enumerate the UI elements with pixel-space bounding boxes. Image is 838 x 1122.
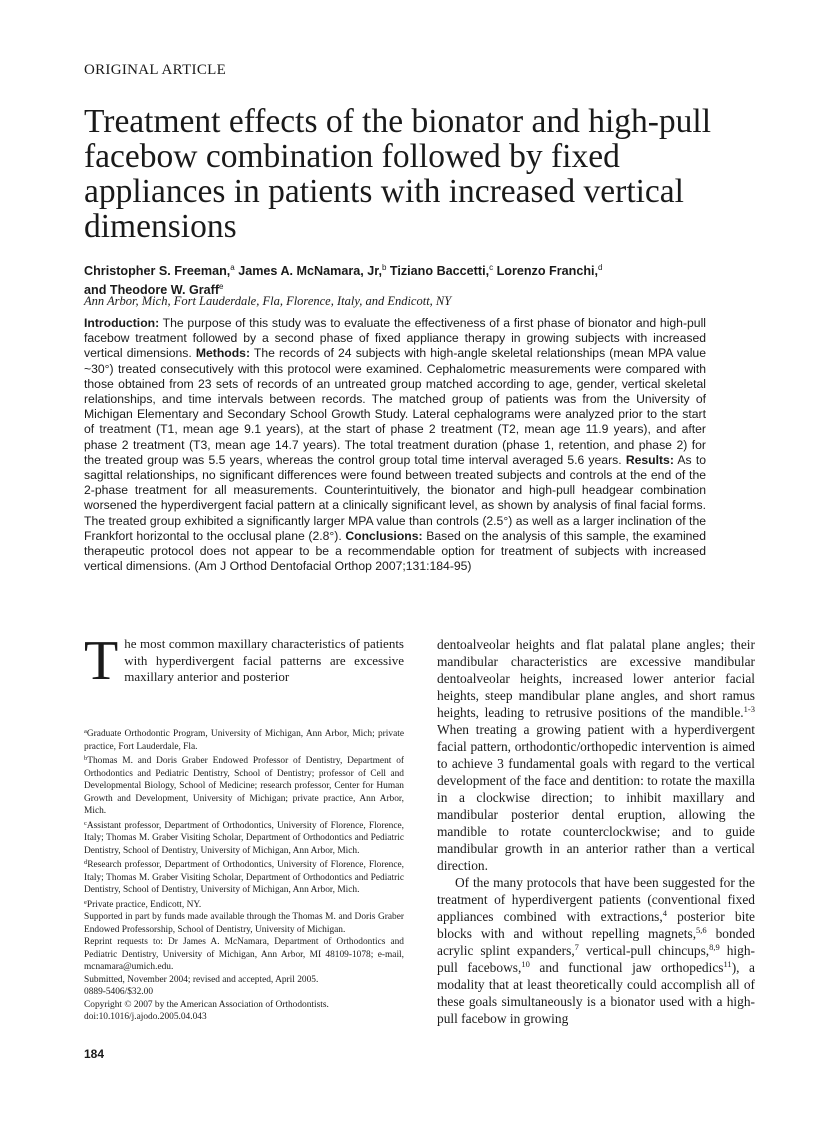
citation: 10	[521, 959, 530, 969]
abstract-intro-text: The purpose of this study was to evaluate the effectiveness of a first phase of bionator and high-pull facebow treatment followed by a second phase of fixed appliance therapy in growing subjects with increased vertical dimensions.	[84, 316, 706, 361]
dropcap: T	[84, 630, 119, 692]
citation: 8,9	[709, 942, 720, 952]
affiliation-marker: e	[219, 282, 224, 291]
body-paragraph	[437, 874, 755, 1027]
abstract-results-label: Results:	[625, 452, 674, 467]
footnote-marker: e	[84, 898, 87, 906]
citation: 11	[723, 959, 732, 969]
footnote-text: Research professor, Department of Orthodontics, University of Florence, Florence, Italy; Thomas M. Graber Visiting Scholar, Department of Orthodontics and Pediatric Dentistry, School of Dentistry, University of Michigan, Ann Arbor, Mich.	[84, 860, 404, 895]
abstract	[84, 316, 706, 574]
footnote-text: Private practice, Endicott, NY.	[86, 899, 202, 910]
affiliation-marker: d	[598, 263, 603, 272]
issn: 0889-5406/$32.00	[84, 987, 154, 997]
footnote-text: Graduate Orthodontic Program, University of Michigan, Ann Arbor, Mich; private practice, Fort Lauderdale, Fla.	[84, 729, 404, 752]
citation: 1-3	[743, 704, 755, 714]
body-paragraph	[437, 636, 755, 874]
abstract-intro-label: Introduction:	[84, 316, 160, 330]
doi: doi:10.1016/j.ajodo.2005.04.043	[84, 1012, 207, 1022]
author-name: James A. McNamara, Jr,	[238, 264, 382, 278]
body-text: dentoalveolar heights and flat palatal plane angles; their mandibular characteristics are excessive mandibular dentoalveolar heights, increased lower anterior facial heights, steep mandibular plane angles, and short ramus heights, leading to retrusive positions of the mandible.	[437, 637, 755, 720]
body-text: and functional jaw orthopedics	[529, 960, 724, 975]
funding-note: Supported in part by funds made available through the Thomas M. and Doris Graber Endowed Professorship, School of Dentistry, University of Michigan.	[84, 912, 404, 935]
abstract-methods-text: The records of 24 subjects with high-angle skeletal relationships (mean MPA value ~30°) treated consecutively with this protocol were examined. Cephalometric measurements were compared with those obtained from 23 sets of records of an untreated group matched according to age, gender, vertical skeletal relationships, and time intervals between records. The matched group of patients was from the University of Michigan Elementary and Secondary School Growth Study. Lateral cephalograms were analyzed prior to the start of treatment (T1, mean age 9.1 years), at the start of phase 2 treatment (T2, mean age 11.9 years), and after phase 2 treatment (T3, mean age 14.7 years). The total treatment duration (phase 1, retention, and phase 2) for the treated group was 5.5 years, whereas the control group total time interval averaged 5.6 years.	[84, 346, 706, 467]
citation: 5,6	[696, 925, 707, 935]
body-text: When treating a growing patient with a hyperdivergent facial pattern, orthodontic/orthopedic intervention is aimed to achieve 3 fundamental goals with regard to the vertical development of the face and dentition: to rotate the maxilla in a clockwise direction; to inhibit maxillary and mandibular posterior dental eruption, allowing the mandible to rotate counterclockwise; and to guide mandibular growth in an anterior rather than a vertical direction.	[437, 722, 755, 873]
citation: 7	[574, 942, 579, 952]
footnote-c	[84, 818, 404, 858]
footnote-a	[84, 726, 404, 753]
footnote-e	[84, 897, 404, 912]
footnote-b	[84, 753, 404, 818]
submission-dates: Submitted, November 2004; revised and accepted, April 2005.	[84, 974, 319, 985]
intro-paragraph	[84, 630, 404, 692]
reprint-note: Reprint requests to: Dr James A. McNamara, Department of Orthodontics and Pediatric Dentistry, University of Michigan, Ann Arbor, MI 48109-1078; e-mail, mcnamara@umich.edu.	[84, 937, 404, 972]
footnote-text: Assistant professor, Department of Orthodontics, University of Florence, Florence, Italy; Thomas M. Graber Visiting Scholar, Department of Orthodontics and Pediatric Dentistry, School of Dentistry, University of Michigan, Ann Arbor, Mich.	[84, 820, 404, 856]
body-text: posterior bite blocks with and without repelling magnets,	[437, 909, 756, 941]
section-label: ORIGINAL ARTICLE	[84, 62, 227, 78]
footnote-marker: d	[84, 859, 88, 866]
right-column	[437, 636, 755, 1027]
author-name: Lorenzo Franchi,	[496, 264, 599, 278]
copyright-notice: Copyright © 2007 by the American Association of Orthodontists.	[84, 999, 329, 1010]
body-text: bonded acrylic splint expanders,	[437, 926, 755, 958]
footnote-d	[84, 857, 404, 897]
footnote-text: Thomas M. and Doris Graber Endowed Professor of Dentistry, Department of Orthodontics and Pediatric Dentistry, School of Dentistry; professor of Cell and Developmental Biology, School of Medicine; research professor, Center for Human Growth and Development, University of Michigan; private practice, Ann Arbor, Mich.	[84, 756, 404, 816]
body-text: vertical-pull chincups,	[578, 943, 710, 958]
body-text: ), a modality that at least theoretically could accomplish all of these goals simultaneously is a bionator used with a high-pull facebow in growing	[437, 960, 755, 1026]
abstract-conclusions-text: Based on the analysis of this sample, the examined therapeutic protocol does not appear to be a recommendable option for treatment of subjects with increased vertical dimensions. (Am J Orthod Dentofacial Orthop 2007;131:184-95)	[84, 528, 706, 574]
author-name: Tiziano Baccetti,	[389, 264, 490, 278]
footnote-marker: b	[84, 755, 88, 762]
abstract-results-text: As to sagittal relationships, no significant differences were found between treated subjects and controls at the end of the 2-phase treatment for all measurements. Counterintuitively, the bionator and high-pull headgear combination worsened the hyperdivergent facial pattern at a clinically significant level, as shown by analysis of final facial forms. The treated group exhibited a significantly larger MPA value than controls (2.5°) as well as a larger inclination of the Frankfort horizontal to the occlusal plane (2.8°).	[84, 452, 706, 543]
affiliation-marker: c	[489, 263, 494, 272]
footnote-marker: a	[84, 728, 87, 735]
author-name: and Theodore W. Graff	[84, 283, 220, 297]
body-text: high-pull facebows,	[437, 943, 755, 975]
body-text: Of the many protocols that have been suggested for the treatment of hyperdivergent patients (conventional fixed appliances combined with extractions,	[437, 875, 755, 924]
author-list	[84, 260, 764, 298]
footnote-marker: c	[84, 819, 87, 827]
footnotes	[84, 726, 404, 1024]
left-column	[84, 630, 404, 692]
page-number: 184	[84, 1047, 105, 1061]
affiliation-marker: b	[381, 263, 387, 272]
abstract-conclusions-label: Conclusions:	[345, 528, 423, 543]
author-name: Christopher S. Freeman,	[84, 264, 231, 278]
author-locations: Ann Arbor, Mich, Fort Lauderdale, Fla, Florence, Italy, and Endicott, NY	[84, 294, 452, 308]
intro-text: he most common maxillary characteristics of patients with hyperdivergent facial patterns are excessive maxillary anterior and posterior	[124, 636, 404, 685]
article-title: Treatment effects of the bionator and high-pull facebow combination followed by fixed appliances in patients with increased vertical dimensions	[84, 103, 712, 245]
citation: 4	[662, 908, 667, 918]
abstract-methods-label: Methods:	[195, 346, 251, 361]
affiliation-marker: a	[230, 263, 235, 272]
